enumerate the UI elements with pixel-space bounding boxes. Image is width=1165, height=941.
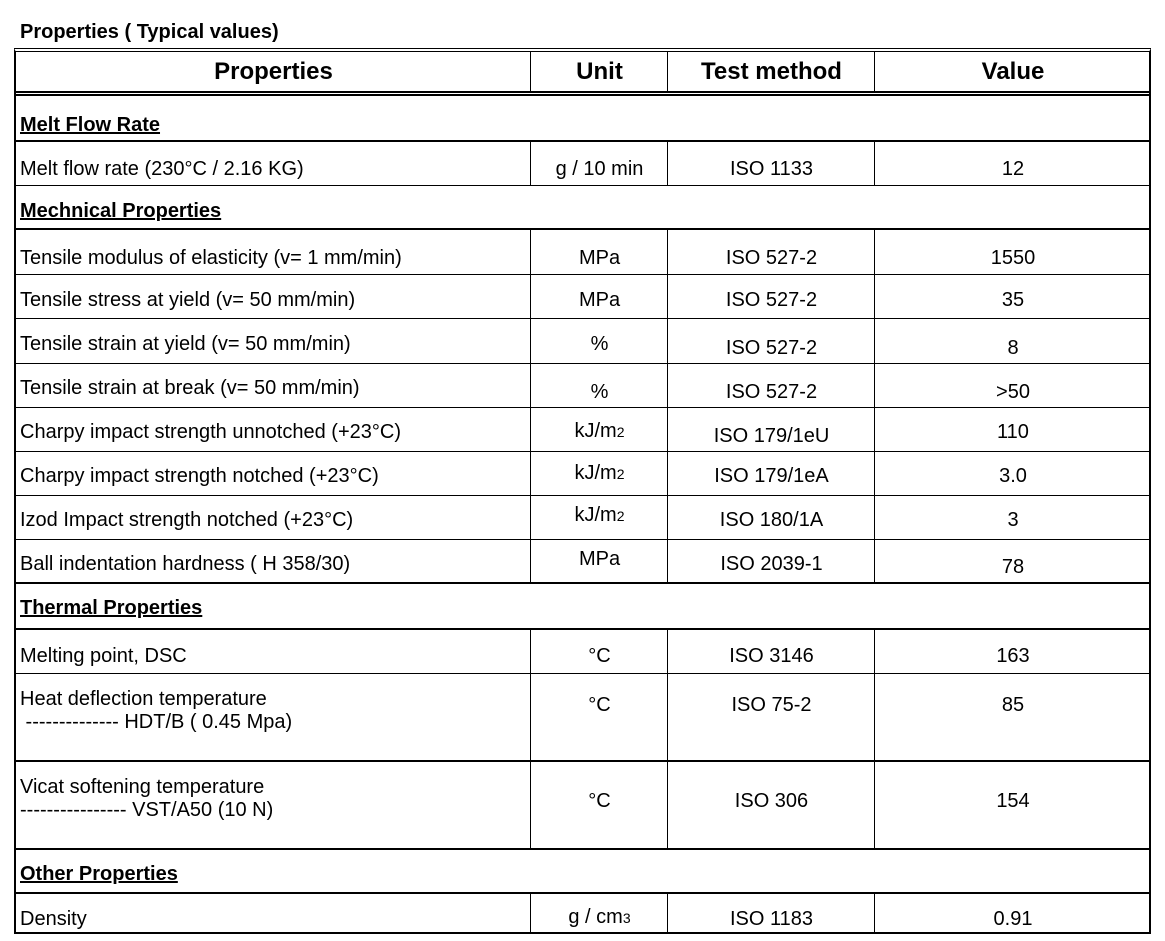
table-header — [16, 52, 1149, 96]
row-value: 0.91 — [993, 908, 1033, 930]
page-title: Properties ( Typical values) — [20, 21, 279, 43]
row-unit: MPa — [578, 289, 621, 311]
row-test-method: ISO 3146 — [729, 645, 814, 667]
section-row — [16, 584, 1149, 630]
row-test-method: ISO 527-2 — [725, 381, 818, 403]
row-unit: g / cm3 — [568, 906, 631, 928]
row-value: 8 — [1007, 337, 1019, 359]
row-value: 163 — [996, 645, 1030, 667]
table-row — [16, 364, 1149, 408]
row-property: Charpy impact strength notched (+23°C) — [20, 465, 379, 487]
properties-table — [14, 48, 1151, 934]
table-row — [16, 452, 1149, 496]
row-test-method: ISO 306 — [734, 790, 809, 812]
row-value: >50 — [996, 381, 1030, 403]
row-unit: MPa — [578, 247, 621, 269]
row-test-method: ISO 527-2 — [725, 289, 818, 311]
row-value: 85 — [1001, 694, 1025, 716]
row-unit: g / 10 min — [555, 158, 644, 180]
section-thermal-properties: Thermal Properties — [20, 597, 203, 619]
section-melt-flow-rate: Melt Flow Rate — [20, 114, 161, 136]
row-property: Melting point, DSC — [20, 645, 187, 667]
row-value: 12 — [1001, 158, 1025, 180]
row-property: Tensile stress at yield (v= 50 mm/min) — [20, 289, 356, 311]
table-row — [16, 275, 1149, 319]
row-value: 78 — [1001, 556, 1025, 578]
row-test-method: ISO 2039-1 — [720, 553, 823, 575]
header-test-method: Test method — [701, 57, 842, 85]
section-other-properties: Other Properties — [20, 863, 178, 885]
row-property: Tensile strain at yield (v= 50 mm/min) — [20, 333, 351, 355]
row-test-method: ISO 1183 — [729, 908, 814, 930]
row-value: 154 — [996, 790, 1030, 812]
row-unit: % — [590, 381, 609, 403]
table-row — [16, 630, 1149, 674]
row-value: 1550 — [990, 247, 1036, 269]
section-mechnical-properties: Mechnical Properties — [20, 200, 222, 222]
row-test-method: ISO 75-2 — [731, 694, 812, 716]
row-property: Density — [20, 908, 87, 930]
row-property: Melt flow rate (230°C / 2.16 KG) — [20, 158, 304, 180]
row-unit: °C — [588, 694, 611, 716]
row-test-method: ISO 180/1A — [719, 509, 824, 531]
row-property: Tensile strain at break (v= 50 mm/min) — [20, 377, 360, 399]
row-unit: kJ/m2 — [574, 462, 625, 484]
row-test-method: ISO 1133 — [729, 158, 814, 180]
row-property: Vicat softening temperature ---------------- VST/A50 (10 N) — [20, 776, 274, 821]
header-properties: Properties — [214, 57, 333, 85]
row-unit: °C — [588, 645, 611, 667]
row-property: Heat deflection temperature -------------- HDT/B ( 0.45 Mpa) — [20, 688, 293, 733]
row-unit: kJ/m2 — [574, 504, 625, 526]
section-row — [16, 850, 1149, 894]
table-row — [16, 762, 1149, 850]
row-unit: kJ/m2 — [574, 420, 625, 442]
section-row — [16, 96, 1149, 142]
row-property: Ball indentation hardness ( H 358/30) — [20, 553, 351, 575]
table-row — [16, 894, 1149, 934]
row-property: Izod Impact strength notched (+23°C) — [20, 509, 354, 531]
table-row — [16, 540, 1149, 584]
table-row — [16, 496, 1149, 540]
row-unit: MPa — [578, 548, 621, 570]
row-test-method: ISO 179/1eA — [714, 465, 829, 487]
row-test-method: ISO 527-2 — [725, 337, 818, 359]
row-value: 3 — [1007, 509, 1019, 531]
row-value: 35 — [1001, 289, 1025, 311]
row-property: Tensile modulus of elasticity (v= 1 mm/min) — [20, 247, 402, 269]
row-value: 110 — [997, 421, 1029, 443]
row-test-method: ISO 527-2 — [725, 247, 818, 269]
row-unit: °C — [588, 790, 611, 812]
row-test-method: ISO 179/1eU — [713, 425, 830, 447]
row-unit: % — [590, 333, 609, 355]
table-row — [16, 319, 1149, 364]
header-value: Value — [981, 57, 1045, 85]
table-row — [16, 408, 1149, 452]
section-row — [16, 186, 1149, 230]
table-row — [16, 142, 1149, 186]
row-property: Charpy impact strength unnotched (+23°C) — [20, 421, 401, 443]
table-row — [16, 230, 1149, 275]
header-unit: Unit — [576, 57, 623, 85]
table-row — [16, 674, 1149, 762]
row-value: 3.0 — [999, 465, 1027, 487]
